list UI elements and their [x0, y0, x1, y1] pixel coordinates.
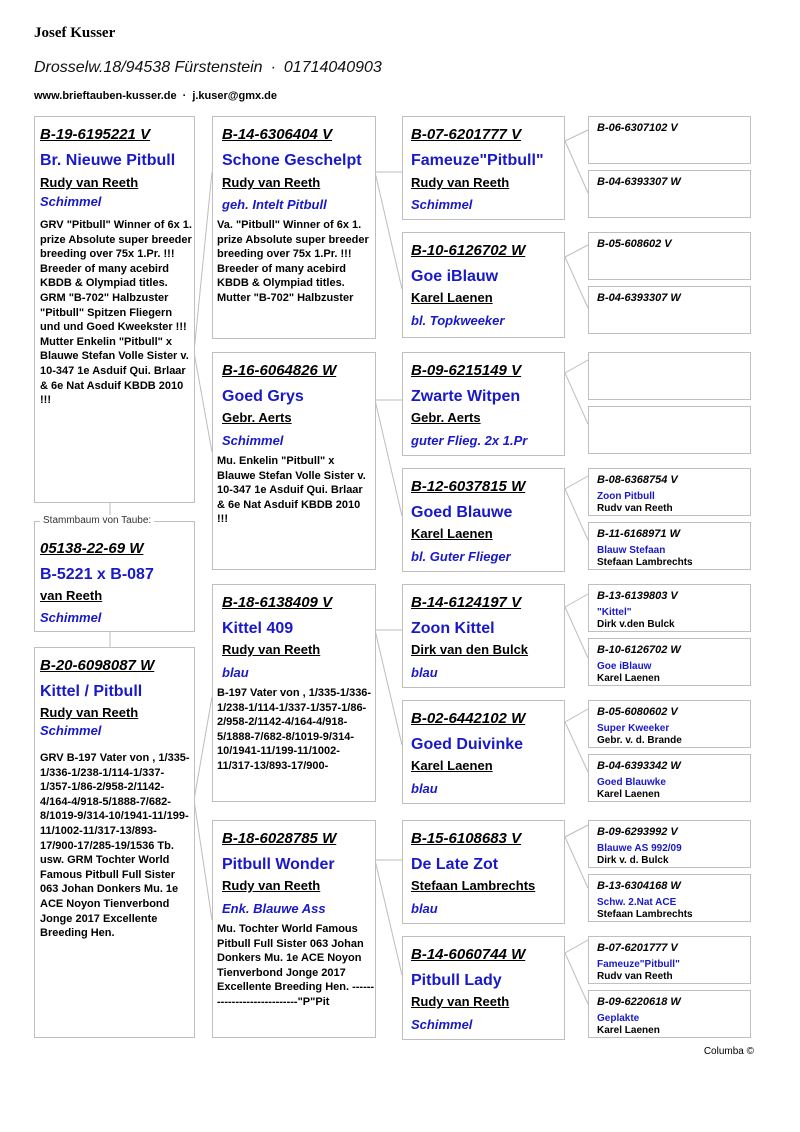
great-grandparent-name: Pitbull Lady: [411, 972, 502, 989]
ancestor-card[interactable]: [588, 874, 751, 922]
ancestor-name: Blauwe AS 992/09: [597, 843, 682, 854]
ancestor-name: Zoon Pitbull: [597, 491, 655, 502]
ancestor-card[interactable]: [588, 936, 751, 984]
ancestor-card[interactable]: [588, 232, 751, 280]
great-grandparent-color: Schimmel: [411, 197, 473, 212]
ancestor-ring: B-09-6220618 W: [597, 996, 681, 1008]
ancestor-card[interactable]: [588, 352, 751, 400]
great-grandparent-card[interactable]: [402, 232, 565, 338]
owner-phone: 01714040903: [283, 59, 382, 76]
grandparent-card[interactable]: [212, 352, 376, 570]
grandparent-breeder: Rudy van Reeth: [222, 642, 321, 657]
father-breeder: Rudy van Reeth: [40, 175, 139, 190]
owner-email[interactable]: j.kuser@gmx.de: [192, 90, 278, 102]
owner-address: [34, 59, 382, 77]
owner-name: Josef Kusser: [34, 25, 116, 41]
great-grandparent-color: blau: [411, 665, 438, 680]
great-grandparent-name: Goed Blauwe: [411, 504, 513, 521]
grandparent-breeder: Rudy van Reeth: [222, 175, 321, 190]
great-grandparent-ring: B-12-6037815 W: [411, 478, 526, 495]
father-name: Br. Nieuwe Pitbull: [40, 152, 176, 169]
great-grandparent-card[interactable]: [402, 116, 565, 220]
father-card[interactable]: [34, 116, 195, 503]
great-grandparent-breeder: Gebr. Aerts: [411, 410, 481, 425]
great-grandparent-color: Schimmel: [411, 1017, 473, 1032]
ancestor-name: Goed Blauwke: [597, 777, 666, 788]
ancestor-ring: B-08-6368754 V: [597, 474, 678, 486]
separator: ·: [182, 90, 187, 102]
great-grandparent-breeder: Karel Laenen: [411, 290, 493, 305]
ancestor-card[interactable]: [588, 754, 751, 802]
ancestor-ring: B-05-608602 V: [597, 238, 672, 250]
mother-card[interactable]: [34, 647, 195, 1038]
great-grandparent-ring: B-15-6108683 V: [411, 830, 522, 847]
ancestor-breeder: Karel Laenen: [597, 789, 660, 800]
great-grandparent-color: blau: [411, 901, 438, 916]
ancestor-breeder: Gebr. v. d. Brande: [597, 735, 682, 746]
ancestor-ring: B-06-6307102 V: [597, 122, 678, 134]
ancestor-breeder: Stefaan Lambrechts: [597, 909, 693, 920]
grandparent-color: Schimmel: [222, 433, 284, 448]
software-credit: Columba ©: [703, 1046, 754, 1057]
great-grandparent-card[interactable]: [402, 936, 565, 1040]
great-grandparent-card[interactable]: [402, 820, 565, 924]
great-grandparent-ring: B-02-6442102 W: [411, 710, 526, 727]
great-grandparent-card[interactable]: [402, 352, 565, 456]
ancestor-breeder: Stefaan Lambrechts: [597, 557, 693, 568]
father-ring: B-19-6195221 V: [40, 126, 151, 143]
great-grandparent-color: blau: [411, 781, 438, 796]
great-grandparent-name: Goe iBlauw: [411, 268, 499, 285]
ancestor-ring: B-10-6126702 W: [597, 644, 681, 656]
ancestor-name: Geplakte: [597, 1013, 640, 1024]
great-grandparent-name: Zoon Kittel: [411, 620, 495, 637]
grandparent-color: blau: [222, 665, 249, 680]
great-grandparent-ring: B-07-6201777 V: [411, 126, 522, 143]
grandparent-description: Mu. Enkelin "Pitbull" x Blauwe Stefan Volle Sister v. 10-347 1e Asduif Qui. Brlaar & 6e Nat Asduif KBDB 2010 !!!: [217, 455, 366, 526]
great-grandparent-name: Fameuze"Pitbull": [411, 152, 544, 169]
great-grandparent-breeder: Stefaan Lambrechts: [411, 878, 536, 893]
ancestor-card[interactable]: [588, 638, 751, 686]
subject-legend: Stammbaum von Taube:: [40, 515, 154, 526]
owner-street: Drosselw.18/94538 Fürstenstein: [34, 59, 263, 76]
great-grandparent-color: guter Flieg. 2x 1.Pr: [411, 433, 528, 448]
grandparent-breeder: Gebr. Aerts: [222, 410, 292, 425]
grandparent-name: Pitbull Wonder: [222, 856, 335, 873]
great-grandparent-breeder: Rudy van Reeth: [411, 175, 510, 190]
grandparent-name: Schone Geschelpt: [222, 152, 362, 169]
great-grandparent-card[interactable]: [402, 700, 565, 804]
ancestor-card[interactable]: [588, 286, 751, 334]
grandparent-name: Kittel 409: [222, 620, 294, 637]
ancestor-name: Blauw Stefaan: [597, 545, 666, 556]
ancestor-card[interactable]: [588, 406, 751, 454]
great-grandparent-ring: B-14-6060744 W: [411, 946, 526, 963]
great-grandparent-color: bl. Guter Flieger: [411, 549, 511, 564]
great-grandparent-ring: B-09-6215149 V: [411, 362, 522, 379]
mother-breeder: Rudy van Reeth: [40, 705, 139, 720]
grandparent-ring: B-18-6138409 V: [222, 594, 333, 611]
grandparent-breeder: Rudy van Reeth: [222, 878, 321, 893]
ancestor-card[interactable]: [588, 170, 751, 218]
grandparent-ring: B-16-6064826 W: [222, 362, 337, 379]
grandparent-description: Mu. Tochter World Famous Pitbull Full Sister 063 Johan Donkers Mu. 1e ACE Noyon Tienverbond Jonge 2017 Excellente Breeding Hen. ----------------------------"P"Pit: [217, 923, 375, 1008]
grandparent-card[interactable]: [212, 820, 376, 1038]
great-grandparent-breeder: Karel Laenen: [411, 526, 493, 541]
ancestor-ring: B-13-6139803 V: [597, 590, 678, 602]
ancestor-card[interactable]: [588, 522, 751, 570]
ancestor-ring: B-09-6293992 V: [597, 826, 678, 838]
ancestor-name: Fameuze"Pitbull": [597, 959, 680, 970]
father-color: Schimmel: [40, 194, 102, 209]
grandparent-name: Goed Grys: [222, 388, 304, 405]
owner-contact: [34, 90, 277, 102]
great-grandparent-ring: B-14-6124197 V: [411, 594, 522, 611]
great-grandparent-name: Zwarte Witpen: [411, 388, 521, 405]
great-grandparent-breeder: Dirk van den Bulck: [411, 642, 529, 657]
grandparent-ring: B-18-6028785 W: [222, 830, 337, 847]
ancestor-breeder: Karel Laenen: [597, 673, 660, 684]
ancestor-card[interactable]: [588, 116, 751, 164]
ancestor-breeder: Rudv van Reeth: [597, 971, 673, 982]
ancestor-card[interactable]: [588, 990, 751, 1038]
great-grandparent-card[interactable]: [402, 584, 565, 688]
ancestor-ring: B-04-6393307 W: [597, 292, 681, 304]
great-grandparent-breeder: Karel Laenen: [411, 758, 493, 773]
ancestor-ring: B-04-6393307 W: [597, 176, 681, 188]
ancestor-name: Super Kweeker: [597, 723, 670, 734]
ancestor-name: Schw. 2.Nat ACE: [597, 897, 677, 908]
subject-color: Schimmel: [40, 610, 102, 625]
grandparent-description: B-197 Vater von , 1/335-1/336-1/238-1/114-1/337-1/357-1/86-2/958-2/1142-4/164-4/918-5/1888-7/682-8/1019-9/314-10/1941-11/199-11/1002-11/317-13/893-17/900-: [217, 687, 372, 772]
grandparent-color: geh. Intelt Pitbull: [222, 197, 327, 212]
separator: ·: [270, 59, 276, 76]
ancestor-card[interactable]: [588, 820, 751, 868]
great-grandparent-breeder: Rudy van Reeth: [411, 994, 510, 1009]
ancestor-ring: B-04-6393342 W: [597, 760, 681, 772]
great-grandparent-name: Goed Duivinke: [411, 736, 524, 753]
father-description: GRV "Pitbull" Winner of 6x 1. prize Absolute super breeder breeding over 75x 1.Pr. !!! Breeder of many acebird KBDB & Olympiad titles. GRM "B-702" Halbzuster "Pitbull" Spitzen Fliegern und und Goed Kweekster !!! Mutter Enkelin "Pitbull" x Blauwe Stefan Volle Sister v. 10-347 1e Asduif Qui. Brlaar & 6e Nat Asduif KBDB 2010 !!!: [40, 219, 192, 407]
ancestor-breeder: Karel Laenen: [597, 1025, 660, 1036]
ancestor-card[interactable]: [588, 584, 751, 632]
ancestor-breeder: Dirk v. d. Bulck: [597, 855, 669, 866]
mother-name: Kittel / Pitbull: [40, 683, 143, 700]
grandparent-card[interactable]: [212, 584, 376, 802]
grandparent-color: Enk. Blauwe Ass: [222, 901, 326, 916]
grandparent-ring: B-14-6306404 V: [222, 126, 333, 143]
ancestor-breeder: Dirk v.den Bulck: [597, 619, 675, 630]
subject-ring: 05138-22-69 W: [40, 540, 144, 557]
ancestor-ring: B-05-6080602 V: [597, 706, 678, 718]
grandparent-description: Va. "Pitbull" Winner of 6x 1. prize Absolute super breeder breeding over 75x 1.Pr. !!! Breeder of many acebird KBDB & Olympiad titles. Mutter "B-702" Halbzuster: [217, 219, 369, 304]
great-grandparent-ring: B-10-6126702 W: [411, 242, 526, 259]
great-grandparent-color: bl. Topkweeker: [411, 313, 505, 328]
subject-card[interactable]: [34, 521, 195, 632]
owner-website[interactable]: www.brieftauben-kusser.de: [34, 90, 177, 102]
mother-color: Schimmel: [40, 723, 102, 738]
grandparent-card[interactable]: [212, 116, 376, 339]
great-grandparent-name: De Late Zot: [411, 856, 499, 873]
great-grandparent-card[interactable]: [402, 468, 565, 572]
ancestor-breeder: Rudv van Reeth: [597, 503, 673, 514]
subject-breeder: van Reeth: [40, 588, 103, 603]
subject-name: B-5221 x B-087: [40, 566, 154, 583]
mother-ring: B-20-6098087 W: [40, 657, 155, 674]
ancestor-card[interactable]: [588, 700, 751, 748]
ancestor-ring: B-11-6168971 W: [597, 528, 680, 540]
ancestor-ring: B-07-6201777 V: [597, 942, 678, 954]
ancestor-ring: B-13-6304168 W: [597, 880, 681, 892]
ancestor-name: "Kittel": [597, 607, 632, 618]
ancestor-card[interactable]: [588, 468, 751, 516]
mother-description: GRV B-197 Vater von , 1/335-1/336-1/238-1/114-1/337-1/357-1/86-2/958-2/1142-4/164-4/918-5/1888-7/682-8/1019-9/314-10/1941-11/199-11/1002-11/317-13/893-17/900-17/285-19/1536 Tb. usw. GRM Tochter World Famous Pitbull Full Sister 063 Johan Donkers Mu. 1e ACE Noyon Tienverbond Jonge 2017 Excellente Breeding Hen.: [40, 752, 190, 940]
ancestor-name: Goe iBlauw: [597, 661, 652, 672]
